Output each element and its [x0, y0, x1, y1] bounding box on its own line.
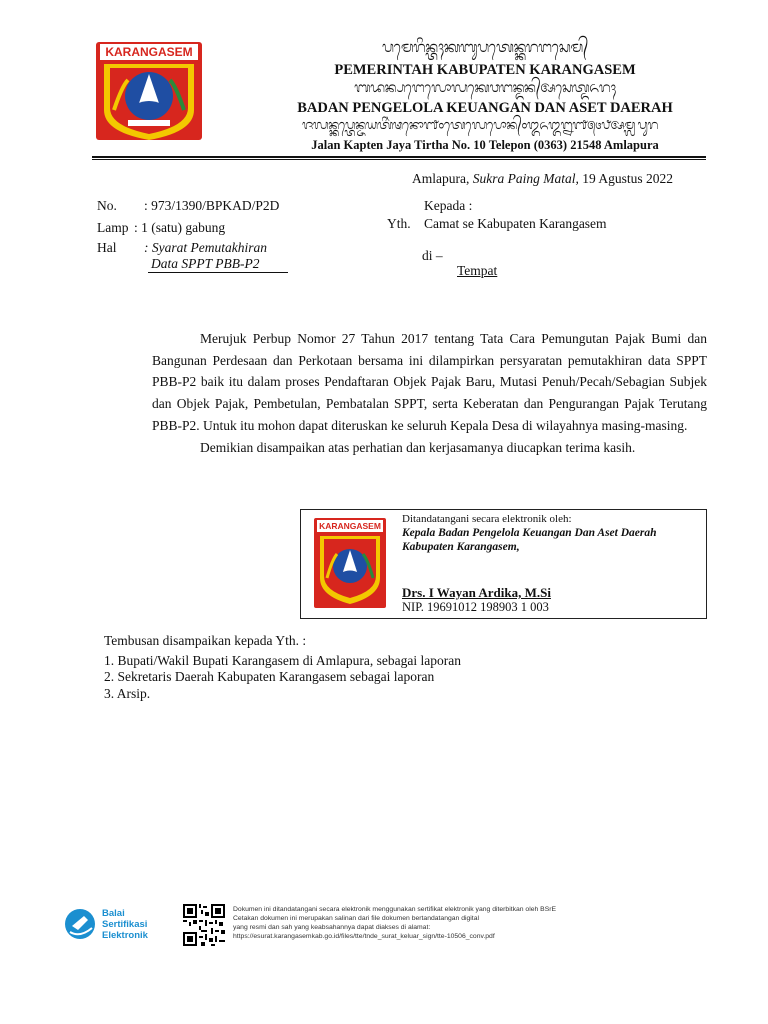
balinese-script-line-1: ᬧᬫᬾᬭᬶᬦ᭄ᬢᬄᬓᬩᬸᬧᬢᬾᬦ᭄ᬓᬭᬗᬲᬾᬫ᭄ — [382, 38, 588, 56]
bsre-line-1: Balai — [102, 908, 125, 919]
letter-body — [152, 328, 707, 458]
signed-by-label: Ditandatangani secara elektronik oleh: — [402, 513, 572, 525]
balinese-script-line-3: ᬚᬮᬦ᭄ᬓᬧ᭄ᬢᬾᬦ᭄ᬚᬬᬢᬶᬃᬣᬦᭀ᭑᭐ᬢᬾᬮᬾᬧᭀᬦ᭄᭐᭓᭖᭓᭒᭑᭕᭔᭘ᬅᬫ᭄ᬮᬧᬸᬭ — [301, 118, 659, 133]
signer-position-line-1: Kepala Badan Pengelola Keuangan Dan Aset Daerah — [402, 527, 657, 539]
karangasem-logo — [92, 40, 206, 144]
balinese-script-line-2: ᬩᬤᬦ᭄ᬧᬗᬾᬮᭀᬮᬓᬾᬯᬗᬦ᭄ᬤᬦ᭄ᬅᬲᬾᬢ᭄ᬤᬏᬭᬄ — [354, 80, 616, 96]
recipient-at: di – — [422, 248, 443, 263]
number-value: : 973/1390/BPKAD/P2D — [144, 198, 280, 213]
qr-code — [183, 904, 225, 946]
agency-address: Jalan Kapten Jaya Tirtha No. 10 Telepon (0363) 21548 Amlapura — [311, 138, 659, 152]
bsre-line-3: Elektronik — [102, 930, 148, 941]
body-paragraph-2: Demikian disampaikan atas perhatian dan kerjasamanya diucapkan terima kasih. — [200, 439, 636, 455]
cc-item-1: 1. Bupati/Wakil Bupati Karangasem di Amlapura, sebagai laporan — [104, 653, 461, 668]
subject-line-1: : Syarat Pemutakhiran — [144, 240, 267, 255]
bsre-logo — [64, 904, 174, 944]
signer-name: Drs. I Wayan Ardika, M.Si — [402, 585, 551, 600]
bsre-line-2: Sertifikasi — [102, 919, 148, 930]
cc-item-2: 2. Sekretaris Daerah Kabupaten Karangasem sebagai laporan — [104, 669, 435, 684]
footer-line-1: Dokumen ini ditandatangani secara elektronik menggunakan sertifikat elektronik yang diterbitkan oleh BSrE — [233, 906, 557, 913]
footer-line-2: Cetakan dokumen ini merupakan salinan dari file dokumen bertandatangan digital — [233, 915, 479, 922]
attachment-value: : 1 (satu) gabung — [134, 220, 226, 235]
recipient-heading: Kepada : — [424, 198, 473, 213]
footer-line-3: yang resmi dan sah yang keabsahannya dapat diakses di alamat: — [233, 924, 431, 931]
subject-line-2: Data SPPT PBB-P2 — [151, 256, 260, 271]
body-paragraph-1: Merujuk Perbup Nomor 27 Tahun 2017 tentang Tata Cara Pemungutan Pajak Bumi dan Bangunan Perdesaan dan Perkotaan bersama ini dilampirkan persyaratan pemutakhiran data SPPT PBB-P2 baik itu dalam proses Pendaftaran Objek Pajak Baru, Mutasi Penuh/Pecah/Sebagian Subjek dan Objek Pajak, Pembetulan, Pembatalan SPPT, serta Keberatan dan Pengurangan Pajak Terutang PBB-P2. Untuk itu mohon dapat diteruskan ke seluruh Kepala Desa di wilayahnya masing-masing. — [152, 331, 707, 433]
agency-title: BADAN PENGELOLA KEUANGAN DAN ASET DAERAH — [297, 100, 673, 116]
subject-label: Hal — [97, 240, 117, 255]
recipient-salutation: Yth. — [387, 216, 411, 231]
signer-nip: NIP. 19691012 198903 1 003 — [402, 600, 549, 614]
cc-item-3: 3. Arsip. — [104, 686, 151, 701]
government-title: PEMERINTAH KABUPATEN KARANGASEM — [334, 62, 636, 78]
letter-date: Amlapura, Sukra Paing Matal, 19 Agustus 2022 — [412, 171, 673, 186]
signature-logo-label: KARANGASEM — [319, 521, 381, 531]
subject-underline — [148, 272, 288, 273]
recipient-place: Tempat — [457, 263, 498, 278]
recipient-name: Camat se Kabupaten Karangasem — [424, 216, 607, 231]
logo-label: KARANGASEM — [105, 45, 193, 59]
cc-heading: Tembusan disampaikan kepada Yth. : — [104, 633, 307, 648]
footer-verification-link[interactable]: https://esurat.karangasemkab.go.id/files/tte/tnde_surat_keluar_sign/tte-10506_conv.pdf — [233, 933, 495, 940]
signer-position-line-2: Kabupaten Karangasem, — [402, 541, 520, 553]
number-label: No. — [97, 198, 117, 213]
signature-karangasem-logo — [312, 516, 388, 610]
header-rule-thick — [92, 156, 706, 158]
attachment-label: Lamp — [97, 220, 129, 235]
header-rule-thin — [92, 159, 706, 160]
